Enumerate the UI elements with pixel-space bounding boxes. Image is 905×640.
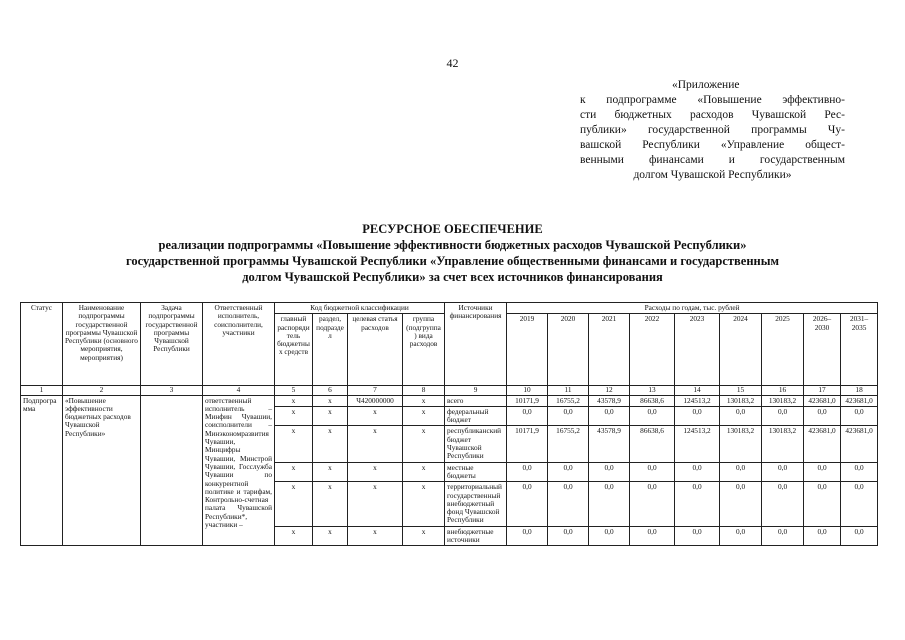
appendix-line-1: «Приложение (672, 79, 740, 91)
column-number: 4 (203, 386, 275, 395)
code-csr-cell: x (348, 526, 403, 546)
column-number: 9 (445, 386, 507, 395)
value-cell: 423681,0 (804, 395, 841, 406)
appendix-line-3: сти бюджетных расходов Чувашской Рес- (580, 109, 845, 121)
value-cell: 0,0 (507, 462, 548, 482)
column-number: 15 (720, 386, 762, 395)
value-cell: 0,0 (841, 462, 878, 482)
value-cell: 0,0 (804, 526, 841, 546)
column-numbers-row (21, 386, 878, 395)
value-cell: 0,0 (675, 406, 720, 426)
value-cell: 86638,6 (630, 426, 675, 462)
resource-table (20, 302, 878, 546)
code-rzpr-cell: x (313, 526, 348, 546)
appendix-line-7: долгом Чувашской Республики» (633, 169, 792, 181)
value-cell: 0,0 (720, 406, 762, 426)
code-csr-cell: x (348, 426, 403, 462)
header-expenses-group: Расходы по годам, тыс. рублей (507, 303, 878, 314)
code-vr-cell: x (403, 482, 445, 526)
title-line-2: реализации подпрограммы «Повышение эффективности бюджетных расходов Чувашской Республики» (158, 238, 747, 252)
value-cell: 0,0 (804, 462, 841, 482)
code-csr-cell: x (348, 482, 403, 526)
value-cell: 0,0 (762, 406, 804, 426)
value-cell: 0,0 (720, 482, 762, 526)
source-cell: республиканский бюджет Чувашской Республики (445, 426, 507, 462)
value-cell: 0,0 (841, 482, 878, 526)
value-cell: 0,0 (589, 462, 630, 482)
value-cell: 0,0 (841, 526, 878, 546)
value-cell: 0,0 (762, 482, 804, 526)
column-number: 7 (348, 386, 403, 395)
value-cell: 0,0 (507, 526, 548, 546)
value-cell: 10171,9 (507, 426, 548, 462)
value-cell: 0,0 (548, 406, 589, 426)
code-rzpr-cell: x (313, 406, 348, 426)
header-sources: Источники финансирования (445, 303, 507, 386)
header-executor: Ответственный исполнитель, соисполнители, участники (203, 303, 275, 386)
code-vr-cell: x (403, 462, 445, 482)
header-name: Наименование подпрограммы государственной программы Чувашской Республики (основного мероприятия, мероприятия) (63, 303, 141, 386)
value-cell: 0,0 (804, 482, 841, 526)
code-vr-cell: x (403, 395, 445, 406)
value-cell: 0,0 (720, 462, 762, 482)
value-cell: 86638,6 (630, 395, 675, 406)
value-cell: 0,0 (548, 526, 589, 546)
header-task: Задача подпрограммы государственной программы Чувашской Республики (141, 303, 203, 386)
header-status: Статус (21, 303, 63, 386)
value-cell: 0,0 (630, 482, 675, 526)
code-grbs-cell: x (275, 395, 313, 406)
column-number: 3 (141, 386, 203, 395)
header-row-1 (21, 303, 878, 314)
code-csr-cell: x (348, 462, 403, 482)
code-vr-cell: x (403, 526, 445, 546)
value-cell: 0,0 (507, 406, 548, 426)
column-number: 1 (21, 386, 63, 395)
header-code-rzpr: раздел, подраздел (313, 314, 348, 386)
column-number: 8 (403, 386, 445, 395)
header-year: 2021 (589, 314, 630, 386)
value-cell: 124513,2 (675, 426, 720, 462)
task-cell (141, 395, 203, 546)
page-number: 42 (446, 56, 459, 70)
header-year: 2026–2030 (804, 314, 841, 386)
column-number: 6 (313, 386, 348, 395)
code-csr-cell: Ч420000000 (348, 395, 403, 406)
value-cell: 0,0 (804, 406, 841, 426)
appendix-line-4: публики» государственной программы Чу- (580, 124, 845, 136)
column-number: 10 (507, 386, 548, 395)
value-cell: 0,0 (675, 526, 720, 546)
code-grbs-cell: x (275, 406, 313, 426)
appendix-line-5: вашской Республики «Управление общест- (580, 139, 845, 151)
value-cell: 0,0 (548, 482, 589, 526)
table-row (21, 395, 878, 406)
header-year: 2031–2035 (841, 314, 878, 386)
value-cell: 0,0 (630, 406, 675, 426)
column-number: 17 (804, 386, 841, 395)
header-code-vr: группа (подгруппа) вида расходов (403, 314, 445, 386)
value-cell: 130183,2 (762, 426, 804, 462)
value-cell: 0,0 (589, 482, 630, 526)
value-cell: 43578,9 (589, 395, 630, 406)
status-cell: Подпрограмма (21, 395, 63, 546)
value-cell: 10171,9 (507, 395, 548, 406)
value-cell: 124513,2 (675, 395, 720, 406)
value-cell: 0,0 (720, 526, 762, 546)
code-vr-cell: x (403, 406, 445, 426)
value-cell: 423681,0 (841, 426, 878, 462)
column-number: 11 (548, 386, 589, 395)
code-grbs-cell: x (275, 526, 313, 546)
source-cell: территориальный государственный внебюджетный фонд Чувашской Республики (445, 482, 507, 526)
code-rzpr-cell: x (313, 462, 348, 482)
title-line-1: РЕСУРСНОЕ ОБЕСПЕЧЕНИЕ (362, 222, 543, 236)
header-year: 2019 (507, 314, 548, 386)
source-cell: федеральный бюджет (445, 406, 507, 426)
code-grbs-cell: x (275, 482, 313, 526)
column-number: 2 (63, 386, 141, 395)
value-cell: 16755,2 (548, 426, 589, 462)
column-number: 5 (275, 386, 313, 395)
value-cell: 0,0 (630, 462, 675, 482)
name-cell: «Повышение эффективности бюджетных расходов Чувашской Республики» (63, 395, 141, 546)
value-cell: 423681,0 (841, 395, 878, 406)
header-code-grbs: главный распорядитель бюджетных средств (275, 314, 313, 386)
value-cell: 0,0 (630, 526, 675, 546)
code-csr-cell: x (348, 406, 403, 426)
value-cell: 130183,2 (762, 395, 804, 406)
value-cell: 0,0 (589, 406, 630, 426)
header-year: 2024 (720, 314, 762, 386)
value-cell: 0,0 (841, 406, 878, 426)
value-cell: 130183,2 (720, 395, 762, 406)
appendix-note (580, 78, 845, 183)
appendix-line-2: к подпрограмме «Повышение эффективно- (580, 94, 845, 106)
source-cell: местные бюджеты (445, 462, 507, 482)
column-number: 18 (841, 386, 878, 395)
source-cell: внебюджетные источники (445, 526, 507, 546)
code-grbs-cell: x (275, 462, 313, 482)
column-number: 13 (630, 386, 675, 395)
column-number: 14 (675, 386, 720, 395)
source-cell: всего (445, 395, 507, 406)
document-title (60, 221, 845, 285)
code-rzpr-cell: x (313, 426, 348, 462)
code-rzpr-cell: x (313, 395, 348, 406)
value-cell: 0,0 (675, 462, 720, 482)
executor-cell: ответственный исполнитель – Минфин Чувашии, соисполнители – Минэкономразвития Чувашии, Минцифры Чувашии, Минстрой Чувашии, Госслужба Чувашии по конкурентной политике и тарифам, Контрольно-счетная палата Чувашской Республики*, участники – (203, 395, 275, 546)
value-cell: 16755,2 (548, 395, 589, 406)
value-cell: 0,0 (762, 462, 804, 482)
header-year: 2025 (762, 314, 804, 386)
header-code-group: Код бюджетной классификации (275, 303, 445, 314)
value-cell: 0,0 (762, 526, 804, 546)
title-line-4: долгом Чувашской Республики» за счет всех источников финансирования (242, 270, 663, 284)
column-number: 16 (762, 386, 804, 395)
code-grbs-cell: x (275, 426, 313, 462)
header-code-csr: целевая статья расходов (348, 314, 403, 386)
code-rzpr-cell: x (313, 482, 348, 526)
value-cell: 43578,9 (589, 426, 630, 462)
header-year: 2020 (548, 314, 589, 386)
code-vr-cell: x (403, 426, 445, 462)
value-cell: 423681,0 (804, 426, 841, 462)
value-cell: 0,0 (589, 526, 630, 546)
value-cell: 130183,2 (720, 426, 762, 462)
value-cell: 0,0 (507, 482, 548, 526)
appendix-line-6: венными финансами и государственным (580, 154, 845, 166)
value-cell: 0,0 (548, 462, 589, 482)
header-year: 2023 (675, 314, 720, 386)
title-line-3: государственной программы Чувашской Республики «Управление общественными финансами и государственным (125, 254, 780, 268)
header-year: 2022 (630, 314, 675, 386)
value-cell: 0,0 (675, 482, 720, 526)
column-number: 12 (589, 386, 630, 395)
